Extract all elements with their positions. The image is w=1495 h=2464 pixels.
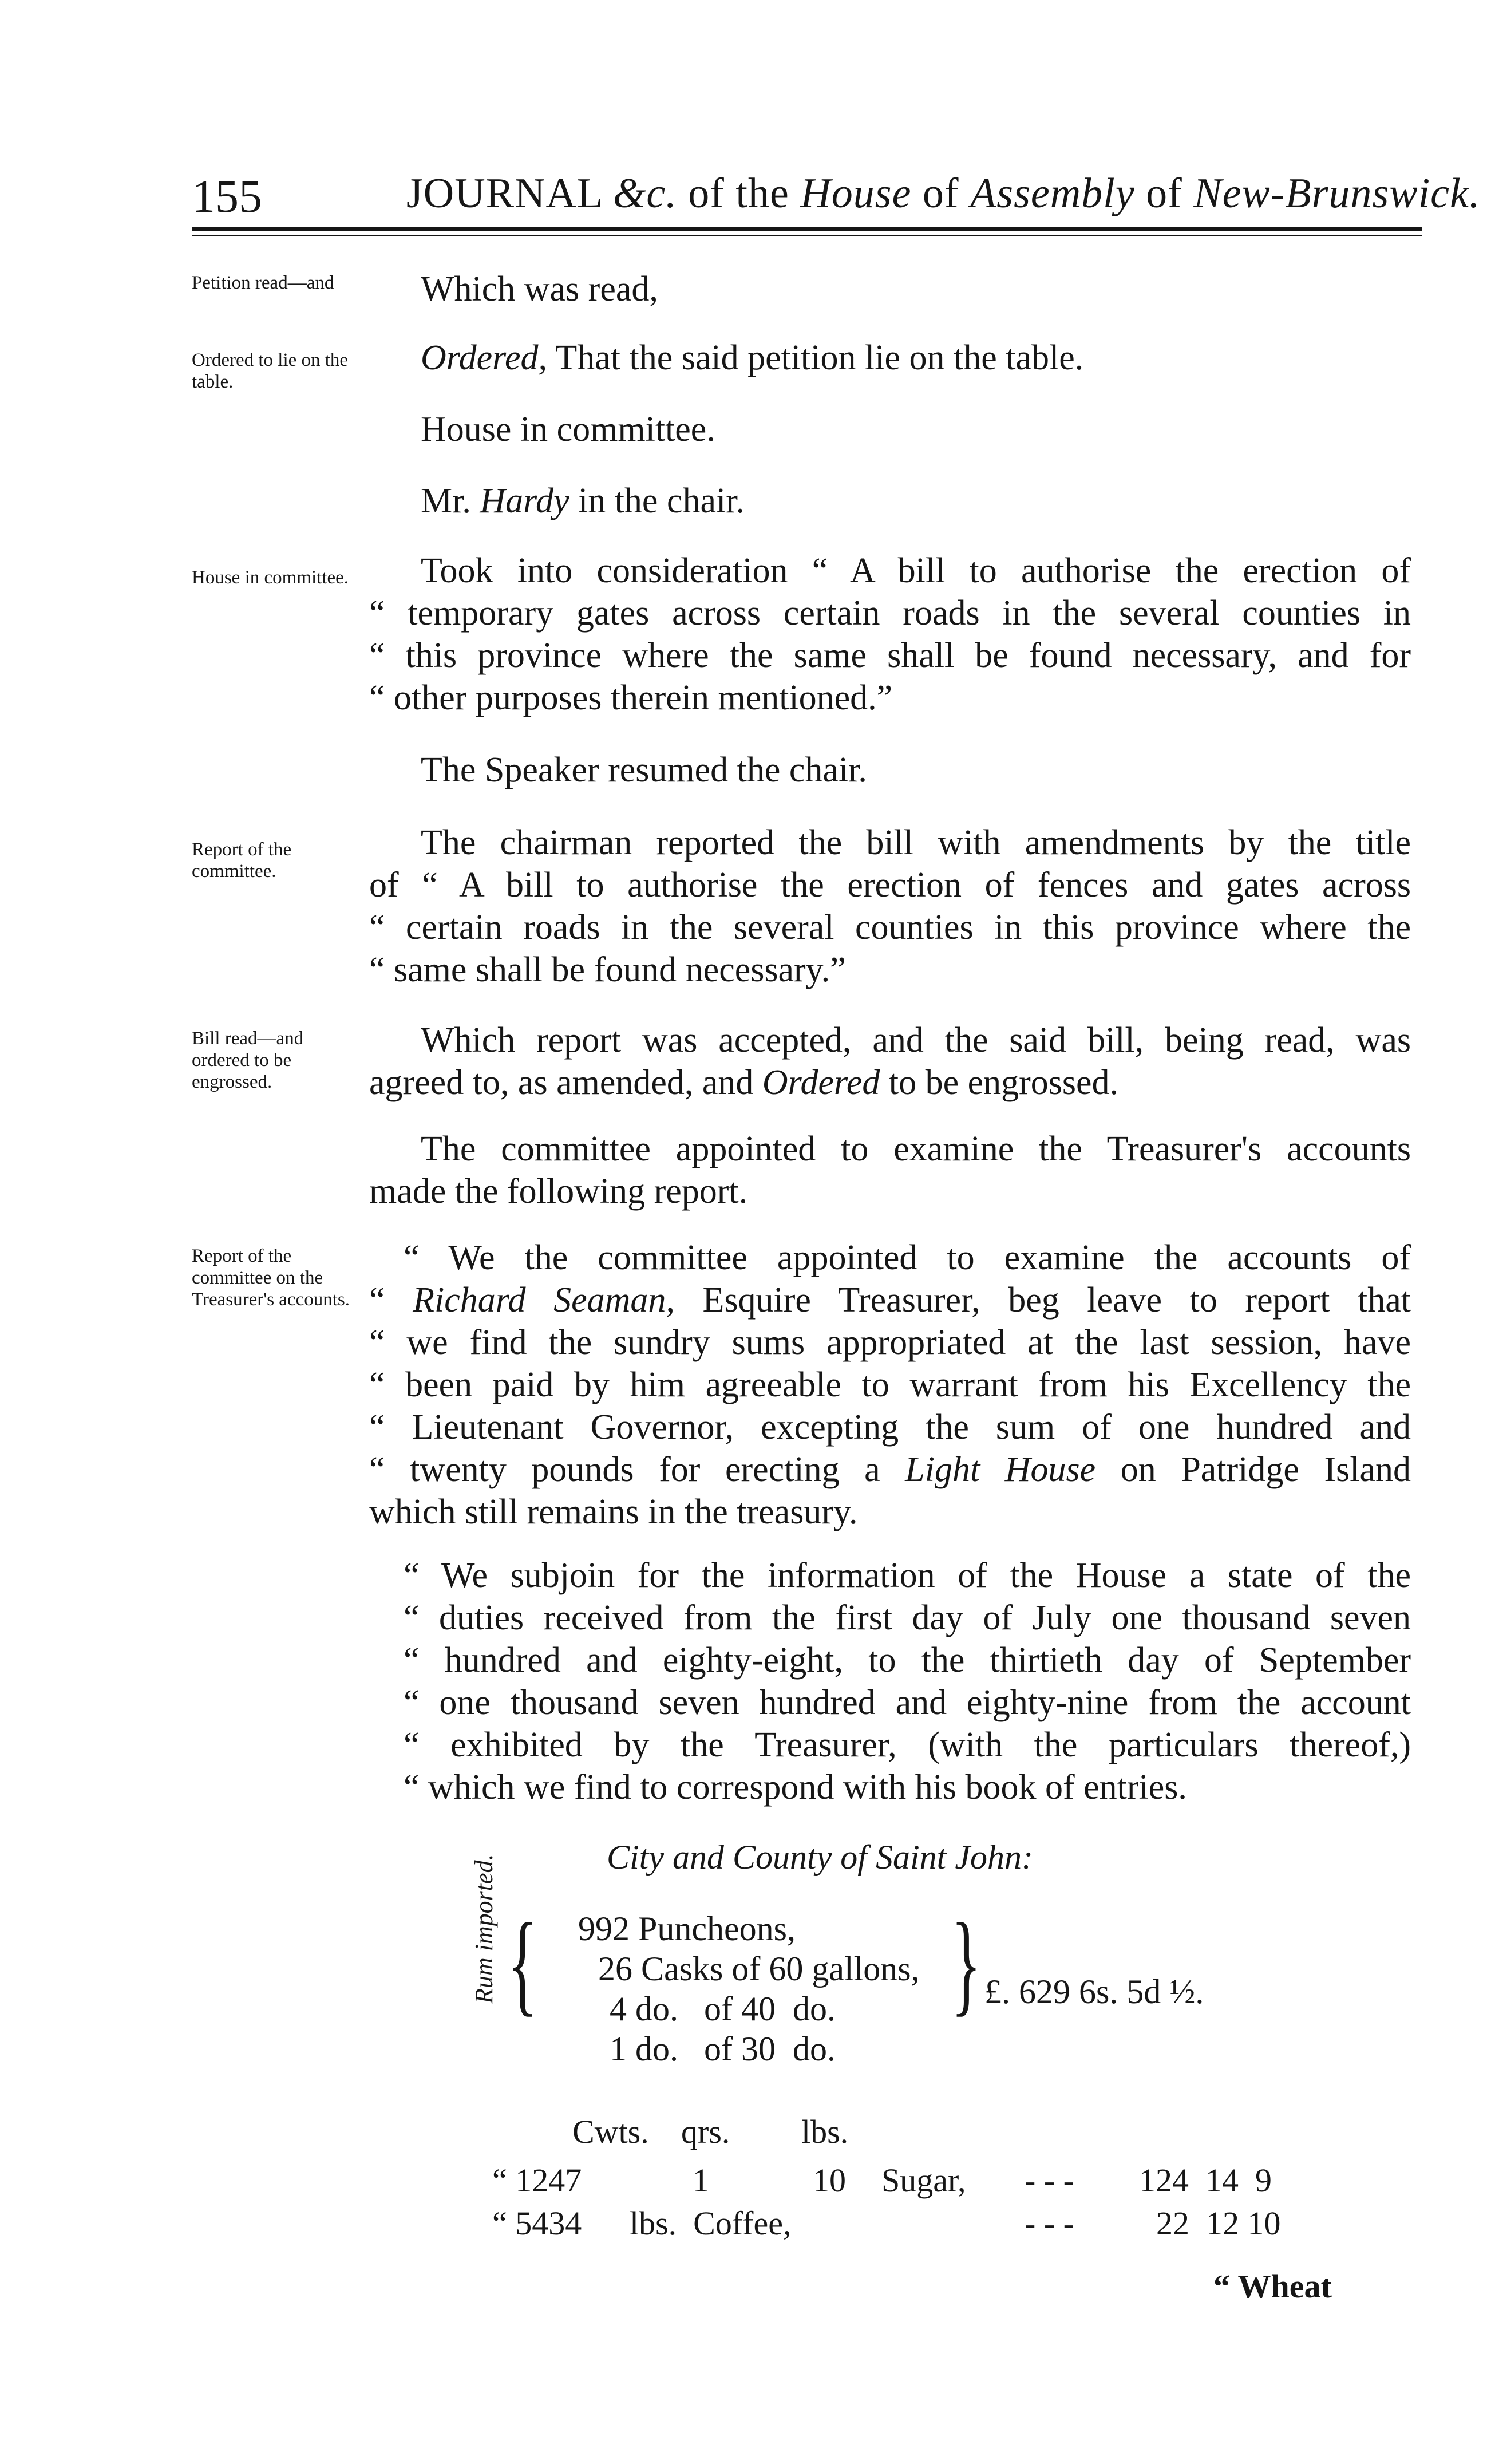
table-row-dots: - - - bbox=[1025, 2205, 1074, 2242]
table-row-amount: 124 14 9 bbox=[1139, 2162, 1272, 2199]
margin-note: House in committee. bbox=[192, 567, 349, 588]
text-line: made the following report. bbox=[369, 1172, 748, 1211]
text-line: “ certain roads in the several counties in this province where the bbox=[369, 908, 1411, 947]
margin-note: Report of the committee. bbox=[192, 839, 292, 882]
text-line: Took into consideration “ A bill to authorise the erection of bbox=[421, 551, 1411, 590]
light-house: Light House bbox=[905, 1450, 1096, 1489]
text-line: “ other purposes therein mentioned.” bbox=[369, 678, 893, 717]
ordered-line bbox=[421, 338, 1083, 378]
table-row-dots: - - - bbox=[1025, 2162, 1074, 2199]
text-segment: “ twenty pounds for erecting a bbox=[369, 1450, 880, 1489]
text-line: of “ A bill to authorise the erection of fences and gates across bbox=[369, 866, 1411, 905]
header-house: House bbox=[800, 170, 912, 217]
chair-prefix: Mr. bbox=[421, 481, 471, 520]
rum-line: 4 do. of 40 do. bbox=[610, 1990, 836, 2028]
table-row-lead: “ 1247 bbox=[492, 2162, 582, 2199]
chair-line bbox=[421, 481, 745, 522]
text-segment: to be engrossed. bbox=[888, 1063, 1119, 1102]
left-brace: { bbox=[507, 1900, 538, 2027]
text-line-mixed bbox=[369, 1061, 1411, 1104]
text-line: “ exhibited by the Treasurer, (with the particulars thereof,) bbox=[404, 1725, 1411, 1764]
text-line: “ been paid by him agreeable to warrant from his Excellency the bbox=[369, 1365, 1411, 1404]
text-line: “ one thousand seven hundred and eighty-nine from the account bbox=[404, 1683, 1411, 1722]
ordered-word: Ordered, bbox=[421, 338, 547, 377]
text-line: “ temporary gates across certain roads in the several counties in bbox=[369, 594, 1411, 633]
text-segment: Esquire Treasurer, beg leave to report that bbox=[702, 1281, 1411, 1320]
text-segment: agreed to, as amended, and bbox=[369, 1063, 754, 1102]
margin-note: Ordered to lie on the table. bbox=[192, 350, 349, 392]
paragraph-report-accepted bbox=[369, 1019, 1411, 1104]
table-row-item: lbs. Coffee, bbox=[630, 2205, 792, 2242]
ordered-rest: That the said petition lie on the table. bbox=[555, 338, 1084, 377]
speaker-resumed: The Speaker resumed the chair. bbox=[421, 751, 867, 789]
paragraph-subjoin bbox=[369, 1554, 1411, 1808]
paragraph-chairman-report bbox=[369, 822, 1411, 991]
column-header-qrs: qrs. bbox=[681, 2113, 730, 2150]
table-row-lead: “ 5434 bbox=[492, 2205, 582, 2242]
table-row-amount: 22 12 10 bbox=[1156, 2205, 1281, 2242]
text-line-mixed bbox=[369, 1448, 1411, 1491]
paragraph-took-into-consideration bbox=[369, 550, 1411, 719]
margin-note: Bill read—and ordered to be engrossed. bbox=[192, 1028, 304, 1092]
rum-line: 992 Puncheons, bbox=[578, 1910, 796, 1948]
rum-total: £. 629 6s. 5d ½. bbox=[984, 1973, 1204, 2011]
chair-suffix: in the chair. bbox=[578, 481, 745, 520]
text-line: “ duties received from the first day of July one thousand seven bbox=[404, 1598, 1411, 1637]
text-line: Which report was accepted, and the said bill, being read, was bbox=[421, 1021, 1411, 1060]
paragraph-committee-report bbox=[369, 1237, 1411, 1533]
margin-note: Report of the committee on the Treasurer's accounts. bbox=[192, 1246, 350, 1310]
text-line: “ Lieutenant Governor, excepting the sum of one hundred and bbox=[369, 1408, 1411, 1447]
text-line: which still remains in the treasury. bbox=[369, 1492, 858, 1531]
chair-name: Hardy bbox=[480, 481, 569, 520]
text-line: “ We the committee appointed to examine the accounts of bbox=[404, 1238, 1411, 1277]
margin-note: Petition read—and bbox=[192, 273, 334, 293]
text-line: “ hundred and eighty-eight, to the thirtieth day of September bbox=[404, 1641, 1411, 1680]
header-etc: &c. bbox=[612, 170, 677, 217]
table-row-qrs: 1 bbox=[693, 2162, 709, 2199]
text-line-mixed: “ Richard Seaman, Esquire Treasurer, beg leave to report that bbox=[369, 1281, 1411, 1320]
column-header-cwts: Cwts. bbox=[572, 2113, 649, 2150]
table-row-lbs: 10 bbox=[813, 2162, 846, 2199]
catchword: “ Wheat bbox=[1213, 2268, 1332, 2305]
text-line: The chairman reported the bill with amendments by the title bbox=[421, 823, 1411, 862]
text-line: “ which we find to correspond with his book of entries. bbox=[404, 1768, 1187, 1807]
text-line: “ we find the sundry sums appropriated at the last session, have bbox=[369, 1323, 1411, 1362]
header-of: of bbox=[922, 170, 959, 217]
text-segment: on Patridge Island bbox=[1120, 1450, 1411, 1489]
column-header-lbs: lbs. bbox=[801, 2113, 849, 2150]
text-segment-italic: Ordered bbox=[762, 1063, 880, 1102]
text-line: “ same shall be found necessary.” bbox=[369, 950, 846, 989]
header-rule bbox=[192, 227, 1422, 231]
header-rule-thin bbox=[192, 235, 1422, 236]
header-journal: JOURNAL bbox=[406, 170, 602, 217]
right-brace: } bbox=[951, 1900, 982, 2027]
paragraph-committee-appointed bbox=[369, 1128, 1411, 1213]
table-row-item: Sugar, bbox=[881, 2162, 966, 2199]
rum-line: 1 do. of 30 do. bbox=[610, 2030, 836, 2068]
house-in-committee: House in committee. bbox=[421, 410, 715, 449]
treasurer-name: Richard Seaman, bbox=[413, 1281, 675, 1320]
text-line: “ this province where the same shall be found necessary, and for bbox=[369, 636, 1411, 675]
header-of-the: of the bbox=[688, 170, 789, 217]
header-province: New-Brunswick. bbox=[1193, 170, 1481, 217]
which-was-read: Which was read, bbox=[421, 270, 658, 309]
rum-line: 26 Casks of 60 gallons, bbox=[598, 1950, 920, 1988]
section-heading: City and County of Saint John: bbox=[607, 1838, 1033, 1876]
header-assembly: Assembly bbox=[970, 170, 1135, 217]
text-line: “ We subjoin for the information of the House a state of the bbox=[404, 1556, 1411, 1595]
running-header bbox=[406, 169, 1480, 218]
rum-imported-label: Rum imported. bbox=[470, 1854, 498, 2004]
text-line: The committee appointed to examine the Treasurer's accounts bbox=[421, 1130, 1411, 1168]
header-of-2: of bbox=[1146, 170, 1182, 217]
page-number: 155 bbox=[192, 170, 262, 222]
